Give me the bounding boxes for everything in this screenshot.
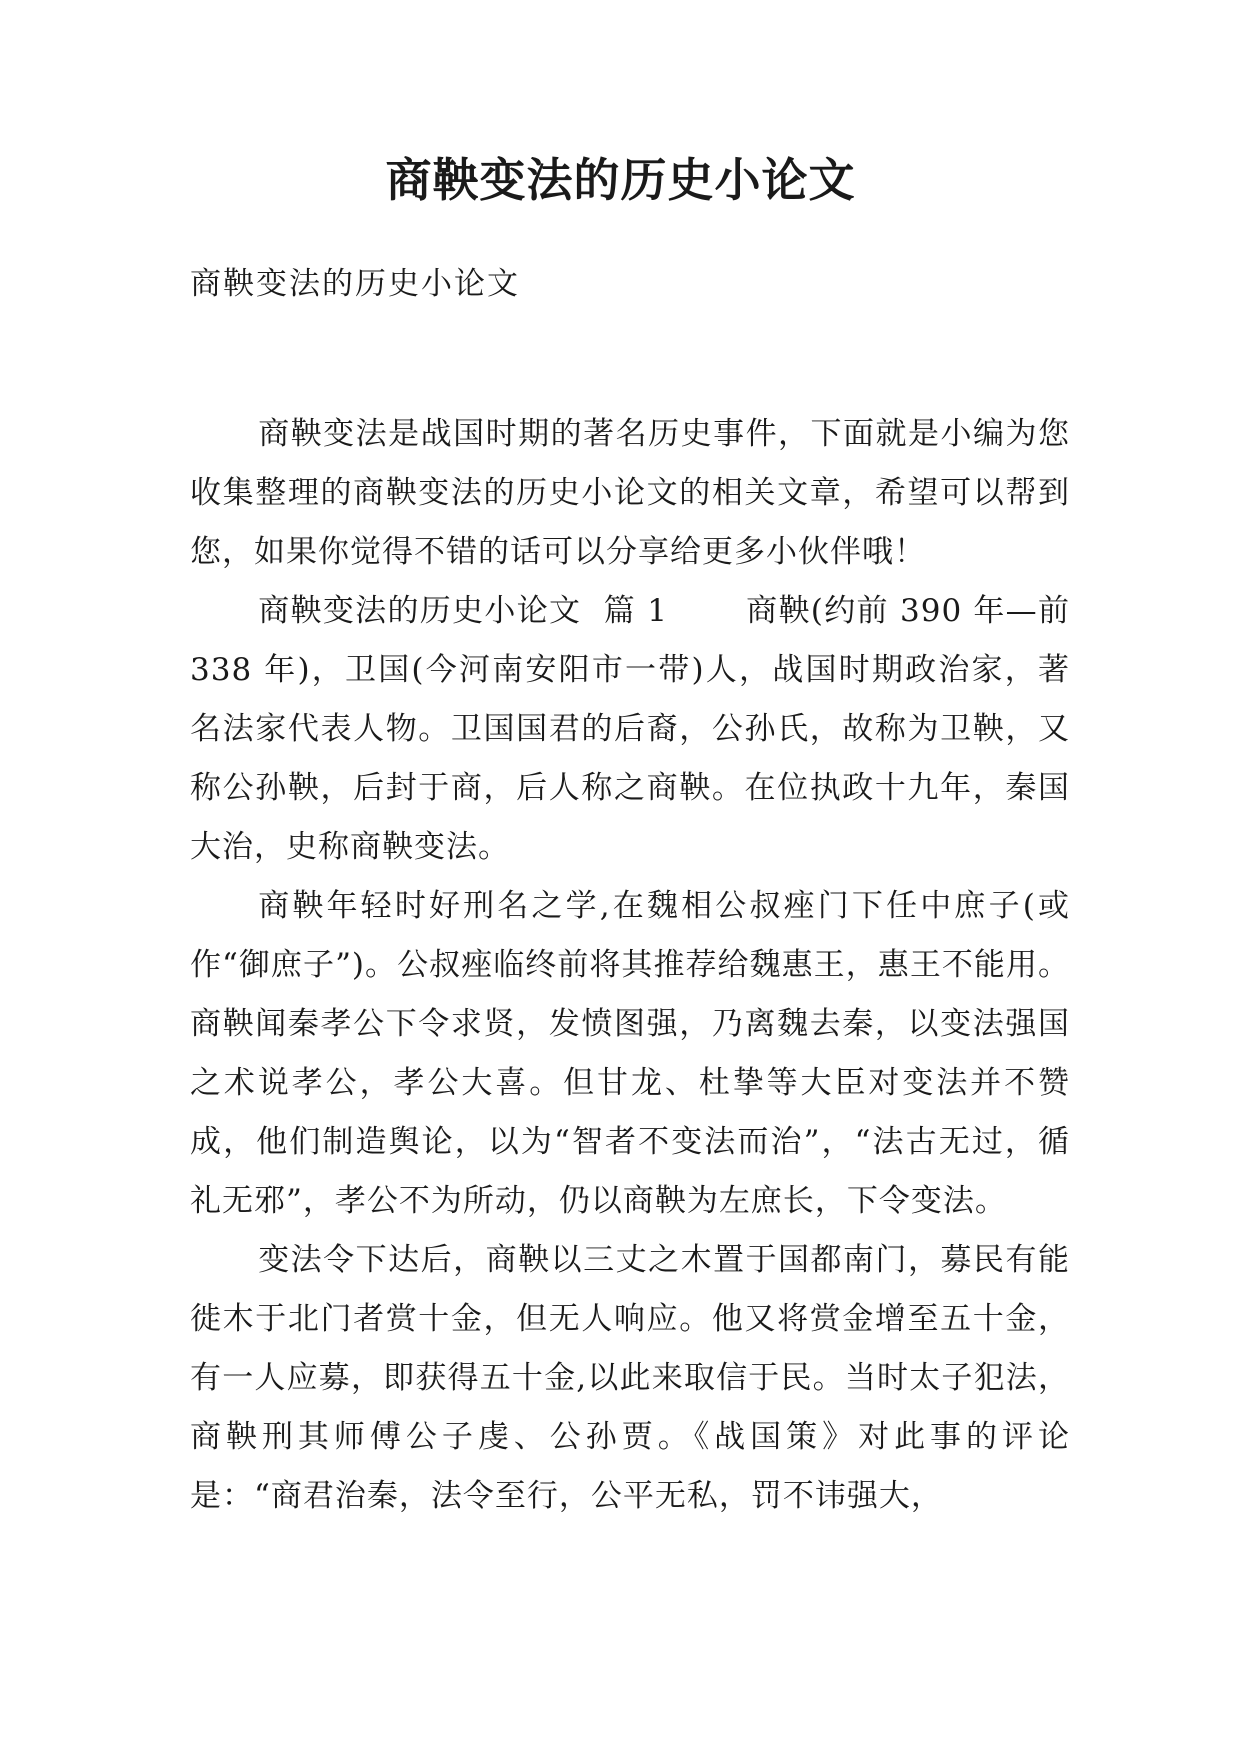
document-subtitle: 商鞅变法的历史小论文 <box>190 266 520 302</box>
document-body <box>190 405 1081 1526</box>
document-title: 商鞅变法的历史小论文 <box>385 153 856 207</box>
paragraph: 变法令下达后，商鞅以三丈之木置于国都南门，募民有能徙木于北门者赏十金，但无人响应。他又将赏金增至五十金，有一人应募，即获得五十金,以此来取信于民。当时太子犯法，商鞅刑其师傅公子虔、公孙贾。《战国策》对此事的评论是：“商君治秦，法令至行，公平无私，罚不讳强大， <box>190 1242 1070 1514</box>
paragraph: 商鞅变法是战国时期的著名历史事件，下面就是小编为您收集整理的商鞅变法的历史小论文的相关文章，希望可以帮到您，如果你觉得不错的话可以分享给更多小伙伴哦！ <box>190 416 1070 570</box>
paragraph: 商鞅年轻时好刑名之学,在魏相公叔痤门下任中庶子(或作“御庶子”)。公叔痤临终前将其推荐给魏惠王，惠王不能用。商鞅闻秦孝公下令求贤，发愤图强，乃离魏去秦，以变法强国之术说孝公，孝公大喜。但甘龙、杜挚等大臣对变法并不赞成，他们制造舆论，以为“智者不变法而治”，“法古无过，循礼无邪”，孝公不为所动，仍以商鞅为左庶长，下令变法。 <box>190 888 1070 1219</box>
paragraph: 商鞅变法的历史小论文 篇 1 商鞅(约前 390 年—前 338 年)，卫国(今河南安阳市一带)人，战国时期政治家，著名法家代表人物。卫国国君的后裔，公孙氏，故称为卫鞅，又称公孙鞅，后封于商，后人称之商鞅。在位执政十九年，秦国大治，史称商鞅变法。 <box>190 593 1081 865</box>
